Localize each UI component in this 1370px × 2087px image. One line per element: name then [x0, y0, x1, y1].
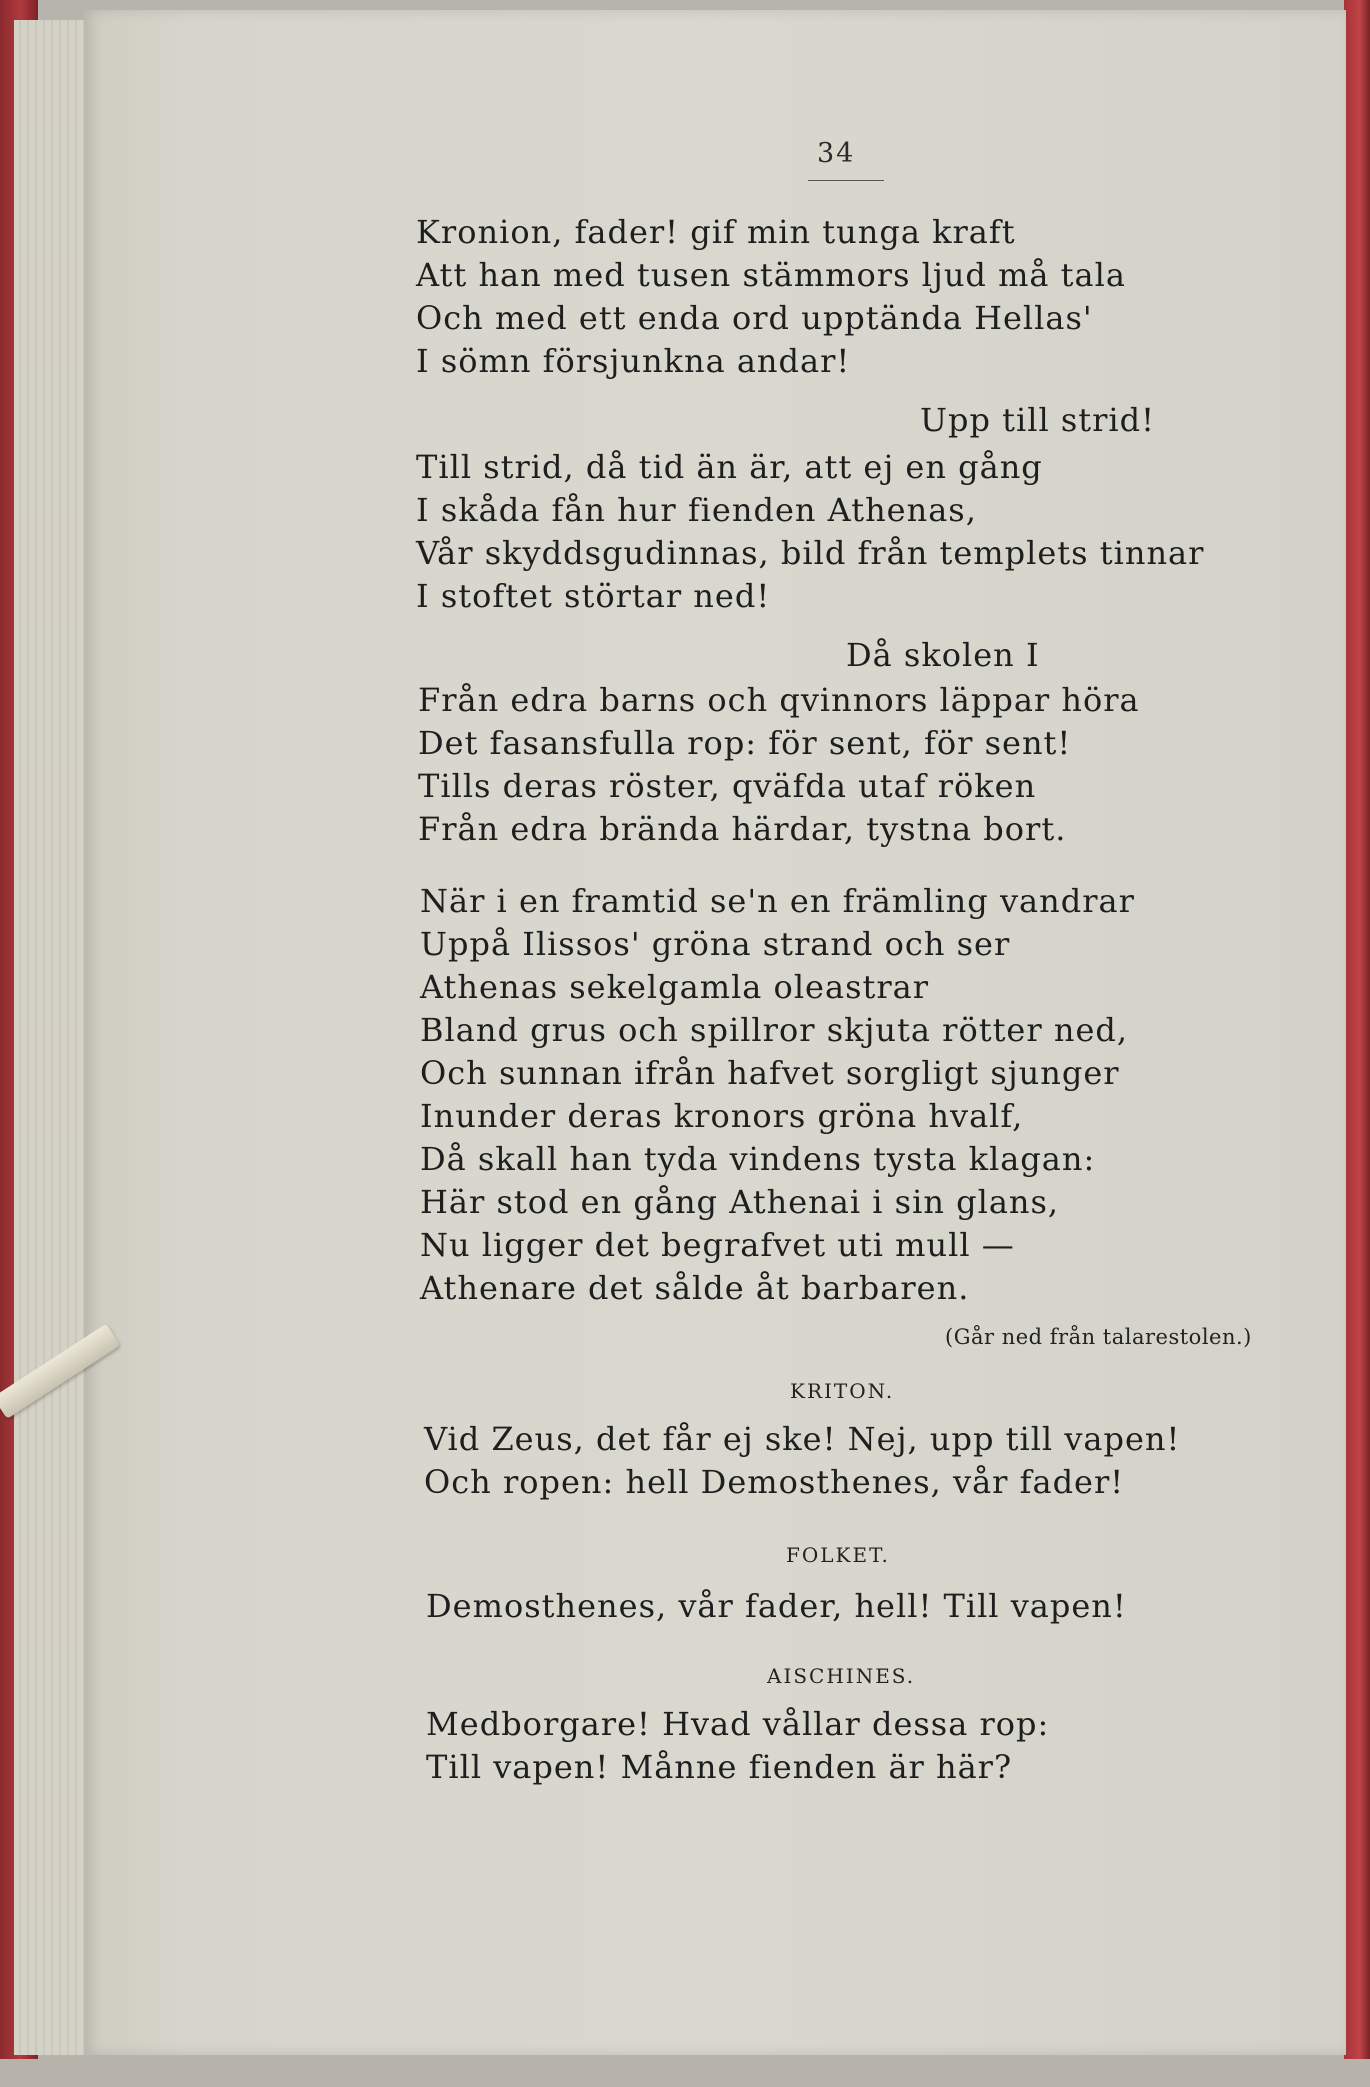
verse-line: Då skolen I: [846, 636, 1040, 674]
dialogue-line: Medborgare! Hvad vållar dessa rop:: [426, 1705, 1050, 1743]
verse-line: Kronion, fader! gif min tunga kraft: [416, 213, 1016, 251]
verse-line: Vår skyddsgudinnas, bild från templets tinnar: [416, 534, 1205, 572]
dialogue-line: Vid Zeus, det får ej ske! Nej, upp till vapen!: [424, 1420, 1181, 1458]
verse-line: Nu ligger det begrafvet uti mull —: [420, 1226, 1015, 1264]
verse-line: Att han med tusen stämmors ljud må tala: [416, 256, 1126, 294]
verse-line: Bland grus och spillror skjuta rötter ned,: [420, 1011, 1129, 1049]
verse-line: Athenas sekelgamla oleastrar: [420, 968, 930, 1006]
page-edges: [14, 20, 92, 2055]
verse-line: Till strid, då tid än är, att ej en gång: [416, 448, 1043, 486]
book-cover-right: [1344, 0, 1370, 2087]
speaker-name: AISCHINES.: [767, 1664, 916, 1688]
verse-line: När i en framtid se'n en främling vandrar: [420, 882, 1135, 920]
dialogue-line: Till vapen! Månne fienden är här?: [426, 1748, 1013, 1786]
verse-line: Från edra brända härdar, tystna bort.: [418, 810, 1067, 848]
verse-line: Det fasansfulla rop: för sent, för sent!: [418, 724, 1072, 762]
page-number-rule: [808, 180, 884, 181]
verse-line: Från edra barns och qvinnors läppar höra: [418, 681, 1140, 719]
verse-line: Då skall han tyda vindens tysta klagan:: [420, 1140, 1096, 1178]
speaker-name: KRITON.: [790, 1379, 895, 1403]
verse-line: Athenare det sålde åt barbaren.: [420, 1269, 970, 1307]
verse-line: Uppå Ilissos' gröna strand och ser: [420, 925, 1011, 963]
verse-line: I stoftet störtar ned!: [416, 577, 771, 615]
verse-line: Inunder deras kronors gröna hvalf,: [420, 1097, 1024, 1135]
verse-line: I sömn försjunkna andar!: [416, 342, 851, 380]
verse-line: I skåda fån hur fienden Athenas,: [416, 491, 977, 529]
dialogue-line: Och ropen: hell Demosthenes, vår fader!: [424, 1463, 1125, 1501]
verse-line: Och sunnan ifrån hafvet sorgligt sjunger: [420, 1054, 1120, 1092]
verse-line: Tills deras röster, qväfda utaf röken: [418, 767, 1037, 805]
stage-direction: (Går ned från talarestolen.): [945, 1325, 1252, 1349]
scan-background: [0, 2059, 1370, 2087]
verse-line: Och med ett enda ord upptända Hellas': [416, 299, 1093, 337]
speaker-name: FOLKET.: [786, 1543, 890, 1567]
verse-line: Här stod en gång Athenai i sin glans,: [420, 1183, 1060, 1221]
page-number: 34: [817, 138, 856, 169]
dialogue-line: Demosthenes, vår fader, hell! Till vapen!: [426, 1587, 1127, 1625]
verse-line: Upp till strid!: [920, 401, 1155, 439]
